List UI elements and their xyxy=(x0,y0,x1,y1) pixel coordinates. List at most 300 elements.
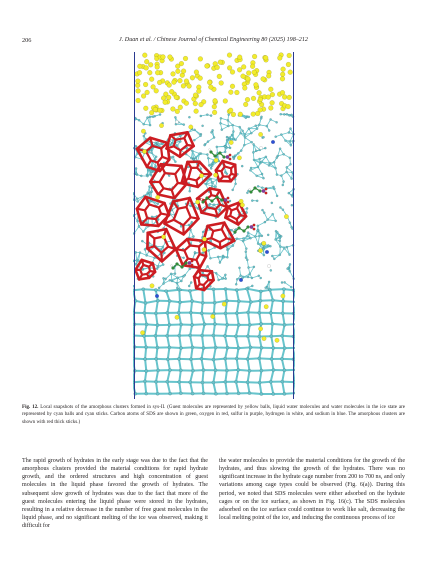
water-molecule xyxy=(165,278,167,280)
water-molecule xyxy=(146,174,148,176)
water-molecule xyxy=(142,231,144,233)
ice-oxygen xyxy=(156,299,159,302)
sds-oxygen-atom xyxy=(191,260,194,263)
guest-molecule xyxy=(175,64,180,69)
guest-molecule xyxy=(243,102,248,107)
ice-bond xyxy=(282,382,294,383)
ice-oxygen xyxy=(143,380,146,383)
guest-molecule xyxy=(246,71,251,76)
sds-carbon-atom xyxy=(210,151,213,154)
guest-molecule xyxy=(258,327,262,331)
guest-molecule xyxy=(287,95,292,100)
ice-bond xyxy=(282,382,284,394)
ice-oxygen xyxy=(144,358,147,361)
water-molecule xyxy=(264,147,266,149)
water-molecule xyxy=(151,152,153,154)
sds-oxygen-atom xyxy=(265,188,268,191)
guest-molecule xyxy=(167,83,172,88)
guest-molecule xyxy=(154,88,159,93)
guest-molecule xyxy=(266,74,271,79)
ice-oxygen xyxy=(283,392,286,395)
water-molecule xyxy=(246,259,248,261)
sds-hydrogen-atom xyxy=(259,146,262,149)
water-molecule xyxy=(244,136,246,138)
ice-oxygen xyxy=(178,334,181,337)
cluster-stick xyxy=(210,188,212,195)
guest-molecule xyxy=(258,132,262,136)
ice-oxygen xyxy=(157,369,160,372)
guest-molecule xyxy=(242,86,247,91)
water-molecule xyxy=(247,287,249,289)
water-molecule xyxy=(243,144,245,146)
guest-molecule xyxy=(168,55,173,60)
water-molecule xyxy=(190,205,192,207)
ice-bond xyxy=(179,313,181,325)
guest-molecule xyxy=(202,247,206,251)
cluster-stick xyxy=(188,132,194,146)
water-molecule xyxy=(267,219,269,221)
water-molecule xyxy=(247,266,249,268)
ice-oxygen xyxy=(191,300,194,303)
water-molecule xyxy=(249,169,251,171)
water-molecule xyxy=(176,287,178,289)
water-molecule xyxy=(174,116,176,118)
water-molecule xyxy=(194,129,196,131)
body-column-right xyxy=(219,457,405,522)
ice-bond xyxy=(271,370,274,382)
cluster-stick xyxy=(176,249,185,250)
guest-molecule xyxy=(183,56,188,61)
water-molecule xyxy=(146,117,148,119)
water-molecule xyxy=(224,171,226,173)
water-molecule xyxy=(286,113,288,115)
ice-bond xyxy=(248,312,250,325)
cluster-stick xyxy=(190,246,199,247)
water-molecule xyxy=(224,146,226,148)
water-molecule xyxy=(273,258,275,260)
water-molecule xyxy=(289,263,291,265)
water-molecule xyxy=(151,190,153,192)
water-molecule xyxy=(244,133,246,135)
ice-lattice xyxy=(133,287,295,396)
cluster-stick xyxy=(235,165,236,176)
ice-oxygen xyxy=(234,335,237,338)
guest-molecule xyxy=(172,80,177,85)
guest-molecule xyxy=(280,76,285,81)
sds-hydrogen-atom xyxy=(171,265,173,267)
guest-molecule xyxy=(189,125,193,129)
guest-molecule xyxy=(143,106,148,111)
sds-hydrogen-atom xyxy=(209,149,211,151)
water-molecule xyxy=(246,235,248,237)
water-molecule xyxy=(136,259,138,261)
water-molecule xyxy=(157,203,159,205)
water-molecule xyxy=(135,167,137,169)
water-molecule xyxy=(287,268,289,270)
cluster-stick xyxy=(222,229,227,238)
guest-molecule xyxy=(213,98,218,103)
water-molecule xyxy=(258,235,260,237)
ice-bond xyxy=(191,347,193,359)
water-molecule xyxy=(158,287,160,289)
cluster-stick xyxy=(161,253,162,262)
ice-oxygen xyxy=(212,334,215,337)
water-hydrogen-bond xyxy=(236,133,241,140)
water-molecule xyxy=(263,248,265,250)
water-molecule xyxy=(200,115,202,117)
ice-oxygen xyxy=(179,346,182,349)
water-molecule xyxy=(150,174,152,176)
ice-oxygen xyxy=(154,380,157,383)
water-molecule xyxy=(265,156,267,158)
cluster-stick xyxy=(158,188,163,194)
guest-molecule xyxy=(193,101,198,106)
water-molecule xyxy=(288,131,290,133)
sds-carbon-atom xyxy=(250,191,253,194)
guest-molecule xyxy=(193,93,198,98)
guest-molecule xyxy=(157,80,162,85)
water-molecule xyxy=(270,118,272,120)
water-molecule xyxy=(281,281,283,283)
water-molecule xyxy=(234,155,236,157)
cluster-stick xyxy=(191,217,199,218)
ice-oxygen xyxy=(237,347,240,350)
cluster-stick xyxy=(145,204,149,210)
ice-oxygen xyxy=(202,369,205,372)
water-molecule xyxy=(174,161,176,163)
water-molecule xyxy=(286,166,288,168)
cluster-stick xyxy=(160,173,165,182)
water-molecule xyxy=(135,145,137,147)
guest-molecule xyxy=(245,97,250,102)
water-molecule xyxy=(283,153,285,155)
ice-oxygen xyxy=(271,299,274,302)
guest-molecule xyxy=(281,294,285,298)
ice-oxygen xyxy=(212,288,215,291)
water-molecule xyxy=(236,278,238,280)
guest-molecule xyxy=(174,95,179,100)
water-molecule xyxy=(269,162,271,164)
water-molecule xyxy=(257,243,259,245)
ice-oxygen xyxy=(235,357,238,360)
guest-molecule xyxy=(251,96,256,101)
water-molecule xyxy=(143,123,145,125)
water-molecule xyxy=(276,195,278,197)
water-molecule xyxy=(236,238,238,240)
ice-oxygen xyxy=(282,288,285,291)
ice-bond xyxy=(143,289,156,290)
water-molecule xyxy=(200,135,202,137)
ice-oxygen xyxy=(281,312,284,315)
ice-oxygen xyxy=(237,392,240,395)
water-molecule xyxy=(275,230,277,232)
guest-molecule xyxy=(178,78,183,83)
water-molecule xyxy=(184,274,186,276)
guest-molecule xyxy=(241,65,246,70)
ice-oxygen xyxy=(166,311,169,314)
cluster-stick xyxy=(161,164,182,166)
water-molecule xyxy=(191,221,193,223)
water-molecule xyxy=(267,244,269,246)
guest-molecule xyxy=(212,110,217,115)
water-molecule xyxy=(283,113,285,115)
sds-carbon-atom xyxy=(185,262,188,265)
water-molecule xyxy=(242,240,244,242)
figure-label: Fig. 12. xyxy=(22,404,39,410)
ice-oxygen xyxy=(260,322,263,325)
water-molecule xyxy=(290,144,292,146)
water-molecule xyxy=(219,209,221,211)
ice-bond xyxy=(192,324,204,325)
guest-molecule xyxy=(257,90,262,95)
water-molecule xyxy=(290,286,292,288)
ice-bond xyxy=(282,336,284,348)
figure-caption-text: Local snapshots of the amorphous clusters formed in sys-II. (Guest molecules are represented by yellow balls, liquid water molecules and water molecules in the ice state are represented by cyan balls and cyan sticks. Carbon atoms of SDS are shown in green, oxygen in red, sulfur in purple, hydrogen in white, and sodium in blue. The amorphous clusters are shown with red thick sticks.) xyxy=(22,404,405,425)
guest-molecule xyxy=(158,108,163,113)
ice-oxygen xyxy=(225,369,228,372)
ice-bond xyxy=(156,336,158,348)
water-molecule xyxy=(247,276,249,278)
body-column-left xyxy=(22,457,208,530)
ice-bond xyxy=(179,290,180,303)
water-molecule xyxy=(227,119,229,121)
ice-oxygen xyxy=(260,346,263,349)
ice-bond xyxy=(144,324,146,336)
ice-bond xyxy=(214,289,215,303)
water-molecule xyxy=(252,151,254,153)
ice-bond xyxy=(226,289,227,301)
ice-oxygen xyxy=(166,334,169,337)
guest-molecule xyxy=(230,84,235,89)
ice-bond xyxy=(236,382,239,394)
guest-molecule xyxy=(202,237,206,241)
water-molecule xyxy=(133,199,134,201)
guest-molecule xyxy=(142,149,146,153)
water-molecule xyxy=(171,280,173,282)
water-molecule xyxy=(194,251,196,253)
water-molecule xyxy=(169,144,171,146)
cluster-stick xyxy=(216,170,222,171)
ice-bond xyxy=(270,289,284,290)
water-molecule xyxy=(257,185,259,187)
water-molecule xyxy=(202,252,204,254)
guest-molecule xyxy=(198,76,203,81)
page-number: 206 xyxy=(22,37,32,44)
water-molecule xyxy=(152,116,154,118)
guest-molecule xyxy=(144,59,149,64)
cluster-stick xyxy=(178,207,186,209)
ice-oxygen xyxy=(154,334,157,337)
water-molecule xyxy=(245,248,247,250)
ice-bond xyxy=(167,370,170,382)
water-molecule xyxy=(147,192,149,194)
water-molecule xyxy=(141,240,143,242)
ice-oxygen xyxy=(272,368,275,371)
cluster-stick xyxy=(212,271,214,280)
ice-oxygen xyxy=(189,358,192,361)
ice-bond xyxy=(145,359,146,371)
guest-molecule xyxy=(171,107,176,112)
water-molecule xyxy=(149,116,151,118)
water-molecule xyxy=(273,188,275,190)
water-molecule xyxy=(276,121,278,123)
ice-oxygen xyxy=(283,347,286,350)
ice-bond xyxy=(156,313,158,325)
sds-oxygen-atom xyxy=(265,192,268,195)
cluster-stick xyxy=(199,247,200,255)
guest-molecule xyxy=(155,65,160,70)
water-molecule xyxy=(206,114,208,116)
water-molecule xyxy=(286,246,288,248)
water-molecule xyxy=(256,200,258,202)
water-hydrogen-bond xyxy=(195,130,201,136)
guest-molecule xyxy=(228,108,233,113)
water-molecule xyxy=(215,186,217,188)
guest-molecule xyxy=(268,87,273,92)
ice-oxygen xyxy=(213,301,216,304)
ice-bond xyxy=(225,359,227,371)
water-molecule xyxy=(261,173,263,175)
cluster-stick xyxy=(165,173,175,174)
guest-molecule xyxy=(161,55,166,60)
water-molecule xyxy=(275,238,277,240)
ice-bond xyxy=(156,301,158,314)
guest-molecule xyxy=(262,241,266,245)
body-paragraph-right: the water molecules to provide the material conditions for the growth of the hydrates, and thus slowing the growth of the hydrates. There was no significant increase in the hydrate cage number from 200 to 700 ns, and only variations among cage types could be observed (Fig. 6(a)). During this period, we noted that SDS molecules were either adsorbed on the hydrate cages or on the ice surface, as shown in Fig. 16(c). The SDS molecules adsorbed on the ice surface could continue to work like salt, decreasing the local melting point of the ice, and inducing the continuous process of ice xyxy=(219,458,405,522)
cluster-stick xyxy=(200,256,206,268)
guest-molecule xyxy=(264,305,268,309)
ice-bond xyxy=(214,348,216,360)
cluster-stick xyxy=(199,270,212,271)
water-molecule xyxy=(179,140,181,142)
water-molecule xyxy=(270,269,272,271)
ice-oxygen xyxy=(259,299,262,302)
water-molecule xyxy=(283,247,285,249)
water-molecule xyxy=(276,157,278,159)
cluster-stick xyxy=(175,166,181,174)
water-molecule xyxy=(266,125,268,127)
water-molecule xyxy=(222,277,224,279)
cluster-stick xyxy=(220,242,221,248)
water-molecule xyxy=(211,163,213,165)
ice-bond xyxy=(213,370,215,382)
guest-molecule xyxy=(214,158,218,162)
water-molecule xyxy=(232,130,234,132)
water-molecule xyxy=(275,167,277,169)
guest-molecule xyxy=(190,75,195,80)
water-molecule xyxy=(229,147,231,149)
guest-molecule xyxy=(230,70,235,75)
ice-bond xyxy=(248,359,250,371)
ice-bond xyxy=(179,336,181,348)
ice-oxygen xyxy=(177,357,180,360)
water-molecule xyxy=(235,283,237,285)
guest-molecule xyxy=(151,85,156,90)
guest-molecule xyxy=(280,90,285,95)
guest-molecule xyxy=(262,336,266,340)
ice-bond xyxy=(237,301,239,313)
ice-oxygen xyxy=(224,312,227,315)
water-molecule xyxy=(209,257,211,259)
water-molecule xyxy=(138,225,140,227)
guest-molecule xyxy=(155,70,160,75)
water-molecule xyxy=(288,254,290,256)
ice-bond xyxy=(273,324,285,325)
sds-carbon-atom xyxy=(202,201,205,204)
water-molecule xyxy=(258,124,260,126)
cluster-stick xyxy=(186,207,190,217)
body-paragraph-left: The rapid growth of hydrates in the early stage was due to the fact that the amorphous clusters provided the material conditions for rapid hydrate growth, and the ordered structures and high concentration of guest molecules in the liquid phase favored the growth of hydrates. The subsequent slow growth of hydrates was due to the fact that more of the guest molecules entering the liquid phase were stored in the hydrates, resulting in a relative decrease in the number of free guest molecules in the liquid phase, and no significant melting of the ice was observed, making it difficult for xyxy=(22,458,208,530)
ice-bond xyxy=(166,290,179,291)
water-molecule xyxy=(264,221,266,223)
guest-molecule xyxy=(181,69,186,74)
ice-oxygen xyxy=(235,312,238,315)
guest-molecule xyxy=(219,81,224,86)
water-molecule xyxy=(283,181,285,183)
cluster-stick xyxy=(147,218,156,219)
guest-molecule xyxy=(194,109,199,114)
ice-bond xyxy=(167,301,169,313)
water-molecule xyxy=(248,128,250,130)
ice-oxygen xyxy=(246,381,249,384)
guest-molecule xyxy=(252,70,257,75)
ice-oxygen xyxy=(272,392,275,395)
water-molecule xyxy=(220,117,222,119)
guest-molecule xyxy=(252,54,257,59)
ice-oxygen xyxy=(226,346,229,349)
ice-bond xyxy=(213,382,225,383)
guest-molecule xyxy=(288,70,293,75)
ice-oxygen xyxy=(166,358,169,361)
guest-molecule xyxy=(208,85,213,90)
sodium-ion xyxy=(271,140,275,144)
ice-oxygen xyxy=(191,392,194,395)
guest-molecule xyxy=(149,77,154,82)
water-molecule xyxy=(251,285,253,287)
water-molecule xyxy=(286,171,288,173)
guest-molecule xyxy=(175,315,179,319)
guest-molecule xyxy=(181,84,186,89)
water-molecule xyxy=(162,283,164,285)
ice-bond xyxy=(239,301,251,302)
water-molecule xyxy=(263,212,265,214)
water-molecule xyxy=(219,261,221,263)
ice-bond xyxy=(259,301,260,313)
sds-carbon-atom xyxy=(211,200,214,203)
sodium-ion xyxy=(155,294,159,298)
guest-molecule xyxy=(207,80,212,85)
guest-molecule xyxy=(277,56,282,61)
cluster-stick xyxy=(211,238,220,242)
cluster-stick xyxy=(208,223,225,226)
water-molecule xyxy=(180,280,182,282)
guest-molecule xyxy=(156,195,160,199)
sds-sulfur-atom xyxy=(188,261,191,264)
water-molecule xyxy=(226,136,228,138)
water-molecule xyxy=(222,255,224,257)
water-molecule xyxy=(246,207,248,209)
ice-bond xyxy=(259,358,271,359)
water-molecule xyxy=(251,141,253,143)
guest-molecule xyxy=(229,140,233,144)
water-molecule xyxy=(291,178,293,180)
water-molecule xyxy=(227,125,229,127)
ice-oxygen xyxy=(283,323,286,326)
water-molecule xyxy=(209,203,211,205)
water-molecule xyxy=(180,289,182,291)
guest-molecule xyxy=(228,90,233,95)
ice-bond xyxy=(202,336,203,349)
